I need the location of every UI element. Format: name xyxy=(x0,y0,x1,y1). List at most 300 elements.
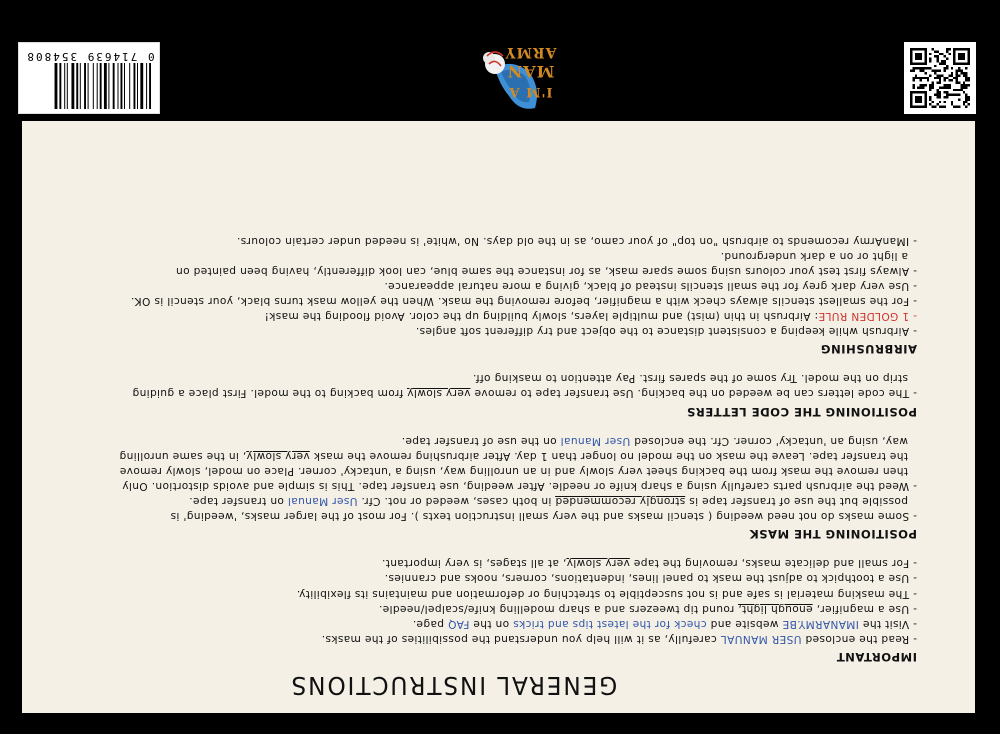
section-airbrushing xyxy=(68,233,917,357)
qr-module xyxy=(963,91,965,93)
mask-line-1: - Some masks do not need weeding ( stencil masks and the very small instruction texts ). For most of the larger masks, 'weeding' is xyxy=(170,510,917,523)
qr-module xyxy=(934,55,936,57)
qr-module xyxy=(936,103,938,105)
qr-module xyxy=(920,70,922,72)
qr-finder-module xyxy=(917,48,919,50)
qr-finder-module xyxy=(915,62,917,64)
qr-module xyxy=(936,55,938,57)
text: , in the same unrolling xyxy=(119,449,247,462)
qr-module xyxy=(944,106,946,108)
qr-module xyxy=(948,74,950,76)
qr-finder-module xyxy=(915,58,917,60)
text: possible but the use of transfer tape is xyxy=(685,495,908,508)
qr-module xyxy=(939,77,941,79)
barcode-bar xyxy=(129,63,130,109)
qr-finder-module xyxy=(917,96,919,98)
qr-module xyxy=(951,74,953,76)
qr-finder-module xyxy=(924,103,926,105)
qr-module xyxy=(944,96,946,98)
section-heading-positioning-mask: POSITIONING THE MASK xyxy=(749,527,917,542)
qr-module xyxy=(912,84,914,86)
airbrush-line-7: - IManArmy recomends to airbrush "on top" of your camo, as in the old days. No 'white' is needed under certain colours. xyxy=(236,234,917,247)
text: website and xyxy=(706,617,783,630)
qr-finder-module xyxy=(960,55,962,57)
qr-module xyxy=(956,82,958,84)
airbrush-line-3: - For the smallest stencils always check with a magnifier, before removing the mask. When the yellow mask turns black, your stencil is OK. xyxy=(130,295,917,308)
important-line-4: - The masking material is safe and is not susceptible to stretching or deformation and maintains its flexibility. xyxy=(296,587,917,600)
qr-module xyxy=(944,101,946,103)
qr-module xyxy=(932,70,934,72)
qr-finder-module xyxy=(920,101,922,103)
qr-module xyxy=(936,96,938,98)
qr-finder-module xyxy=(960,62,962,64)
underlined-text: very slowly xyxy=(566,557,630,570)
qr-module xyxy=(934,50,936,52)
qr-finder-module xyxy=(924,101,926,103)
text: in both cases, weeded or not. Cfr. xyxy=(357,495,556,508)
qr-module xyxy=(968,79,970,81)
code-line-2: strip on the model. Try some of the spares first. Pay attention to masking off. xyxy=(472,372,908,385)
text: - For small and delicate masks, removing the tape xyxy=(629,557,917,570)
qr-finder-module xyxy=(910,53,912,55)
qr-finder-module xyxy=(958,62,960,64)
qr-module xyxy=(965,106,967,108)
important-line-2 xyxy=(68,616,917,631)
qr-finder-module xyxy=(924,50,926,52)
qr-code-icon xyxy=(910,48,970,108)
mask-line-5 xyxy=(68,448,917,463)
qr-finder-module xyxy=(917,58,919,60)
text: way, using an 'untacky' corner. Cfr. the enclosed xyxy=(630,434,908,447)
qr-module xyxy=(932,86,934,88)
qr-finder-module xyxy=(910,50,912,52)
qr-finder-module xyxy=(915,101,917,103)
qr-module xyxy=(934,65,936,67)
barcode-bar xyxy=(146,63,147,109)
barcode-bar xyxy=(113,63,115,109)
qr-finder-module xyxy=(920,96,922,98)
qr-finder-module xyxy=(953,62,955,64)
qr-finder-module xyxy=(915,53,917,55)
qr-module xyxy=(968,96,970,98)
qr-module xyxy=(944,91,946,93)
qr-module xyxy=(956,94,958,96)
qr-finder-module xyxy=(917,98,919,100)
qr-module xyxy=(939,79,941,81)
qr-finder-module xyxy=(963,55,965,57)
barcode-bar xyxy=(80,63,81,109)
qr-module xyxy=(946,84,948,86)
qr-module xyxy=(922,77,924,79)
qr-module xyxy=(929,67,931,69)
qr-finder-module xyxy=(924,60,926,62)
qr-module xyxy=(912,86,914,88)
qr-module xyxy=(965,86,967,88)
qr-finder-module xyxy=(924,106,926,108)
qr-module xyxy=(944,86,946,88)
qr-finder-module xyxy=(910,96,912,98)
qr-module xyxy=(956,72,958,74)
barcode xyxy=(18,42,160,114)
website-link[interactable]: IMANARMY.BE xyxy=(782,617,859,630)
airbrush-line-6: a light or on a dark underground. xyxy=(720,249,908,262)
qr-module xyxy=(936,74,938,76)
qr-finder-module xyxy=(920,62,922,64)
mask-line-2 xyxy=(68,493,917,508)
qr-module xyxy=(951,79,953,81)
qr-finder-module xyxy=(953,58,955,60)
mask-line-6 xyxy=(68,433,917,448)
underlined-text: very slowly xyxy=(407,387,471,400)
text: round tip tweezers and a sharp modelling knife/scalpel/needle. xyxy=(378,602,739,615)
qr-module xyxy=(929,89,931,91)
qr-module xyxy=(946,67,948,69)
qr-module xyxy=(939,106,941,108)
qr-module xyxy=(948,94,950,96)
text: on the xyxy=(469,617,513,630)
qr-module xyxy=(960,89,962,91)
section-positioning-mask xyxy=(68,433,917,542)
qr-module xyxy=(920,79,922,81)
qr-finder-module xyxy=(924,58,926,60)
page-title: GENERAL INSTRUCTIONS xyxy=(289,671,618,700)
qr-module xyxy=(956,74,958,76)
qr-module xyxy=(924,72,926,74)
qr-module xyxy=(968,84,970,86)
qr-module xyxy=(934,72,936,74)
barcode-bar xyxy=(93,63,94,109)
qr-module xyxy=(929,96,931,98)
qr-module xyxy=(917,67,919,69)
qr-module xyxy=(934,70,936,72)
qr-finder-module xyxy=(910,101,912,103)
qr-finder-module xyxy=(924,98,926,100)
qr-module xyxy=(944,79,946,81)
qr-module xyxy=(929,103,931,105)
qr-finder-module xyxy=(960,58,962,60)
section-positioning-code xyxy=(68,370,917,418)
qr-module xyxy=(932,84,934,86)
qr-module xyxy=(941,60,943,62)
qr-finder-module xyxy=(968,60,970,62)
qr-finder-module xyxy=(963,58,965,60)
mask-line-3: - Weed the airbrush parts carefully using a sharp knife or needle. After weeding, use transfer tape. This is simple and avoids distortion. Only xyxy=(121,479,917,492)
qr-module xyxy=(958,89,960,91)
qr-module xyxy=(946,48,948,50)
text: carefully, as it will help you understand the possibilities of the masks. xyxy=(321,632,721,645)
qr-module xyxy=(956,106,958,108)
qr-module xyxy=(939,70,941,72)
barcode-bar xyxy=(140,63,143,109)
qr-module xyxy=(958,82,960,84)
qr-module xyxy=(939,96,941,98)
qr-module xyxy=(960,70,962,72)
qr-finder-module xyxy=(915,91,917,93)
underlined-text: enough light, xyxy=(738,602,813,615)
qr-finder-module xyxy=(922,91,924,93)
qr-finder-module xyxy=(910,60,912,62)
barcode-bar xyxy=(88,63,89,109)
qr-finder-module xyxy=(912,62,914,64)
instruction-card xyxy=(22,121,975,713)
underlined-text: very slowly xyxy=(246,449,310,462)
qr-finder-module xyxy=(958,53,960,55)
qr-module xyxy=(936,77,938,79)
barcode-bar xyxy=(121,63,123,109)
qr-finder-module xyxy=(915,55,917,57)
qr-module xyxy=(941,62,943,64)
qr-finder-module xyxy=(912,48,914,50)
qr-module xyxy=(956,79,958,81)
text: on transfer tape. xyxy=(188,495,288,508)
barcode-bar xyxy=(71,63,74,109)
qr-module xyxy=(963,72,965,74)
qr-module xyxy=(965,79,967,81)
barcode-bar xyxy=(84,63,86,109)
qr-module xyxy=(965,84,967,86)
qr-finder-module xyxy=(915,96,917,98)
qr-module xyxy=(965,72,967,74)
qr-module xyxy=(941,106,943,108)
qr-module xyxy=(951,72,953,74)
section-heading-airbrushing: AIRBRUSHING xyxy=(820,342,917,357)
qr-module xyxy=(956,70,958,72)
barcode-bar xyxy=(124,63,125,109)
qr-module xyxy=(968,103,970,105)
qr-module xyxy=(948,84,950,86)
qr-module xyxy=(960,84,962,86)
qr-finder-module xyxy=(960,53,962,55)
qr-finder-module xyxy=(917,106,919,108)
qr-module xyxy=(917,86,919,88)
qr-module xyxy=(922,67,924,69)
barcode-bar xyxy=(76,63,78,109)
qr-finder-module xyxy=(968,53,970,55)
underlined-text: strongly recommended xyxy=(555,495,686,508)
barcode-bar xyxy=(108,63,109,109)
qr-module xyxy=(944,60,946,62)
qr-finder-module xyxy=(968,50,970,52)
qr-module xyxy=(924,67,926,69)
barcode-bar xyxy=(97,63,98,109)
qr-module xyxy=(912,79,914,81)
qr-module xyxy=(944,70,946,72)
qr-finder-module xyxy=(920,98,922,100)
qr-finder-module xyxy=(917,62,919,64)
qr-module xyxy=(941,53,943,55)
qr-module xyxy=(946,94,948,96)
qr-finder-module xyxy=(924,96,926,98)
qr-finder-module xyxy=(915,98,917,100)
qr-module xyxy=(934,106,936,108)
qr-module xyxy=(951,94,953,96)
qr-module xyxy=(936,58,938,60)
qr-module xyxy=(924,77,926,79)
qr-module xyxy=(939,82,941,84)
qr-module xyxy=(922,86,924,88)
qr-finder-module xyxy=(958,58,960,60)
qr-finder-module xyxy=(910,91,912,93)
qr-finder-module xyxy=(956,48,958,50)
qr-module xyxy=(958,98,960,100)
qr-module xyxy=(948,79,950,81)
qr-finder-module xyxy=(912,106,914,108)
qr-module xyxy=(951,101,953,103)
qr-finder-module xyxy=(920,91,922,93)
code-line-1 xyxy=(68,385,917,400)
qr-finder-module xyxy=(968,62,970,64)
qr-finder-module xyxy=(917,55,919,57)
qr-finder-module xyxy=(924,53,926,55)
qr-module xyxy=(946,50,948,52)
qr-finder-module xyxy=(924,91,926,93)
qr-module xyxy=(920,67,922,69)
qr-module xyxy=(965,74,967,76)
qr-module xyxy=(932,101,934,103)
qr-module xyxy=(939,53,941,55)
qr-module xyxy=(910,70,912,72)
important-line-1 xyxy=(68,631,917,646)
text: from backing to the model. First place a guiding xyxy=(132,387,408,400)
text: - The code letters can be weeded on the backing. Use transfer tape to remove xyxy=(470,387,917,400)
airbrush-line-2 xyxy=(68,308,917,323)
barcode-bar xyxy=(64,63,65,109)
barcode-bar xyxy=(118,63,119,109)
qr-module xyxy=(944,77,946,79)
qr-module xyxy=(958,94,960,96)
barcode-bars xyxy=(29,63,151,109)
qr-module xyxy=(917,77,919,79)
qr-module xyxy=(944,62,946,64)
qr-finder-module xyxy=(968,58,970,60)
qr-finder-module xyxy=(922,62,924,64)
qr-finder-module xyxy=(920,58,922,60)
qr-finder-module xyxy=(963,53,965,55)
section-heading-important: IMPORTANT xyxy=(836,649,917,664)
user-manual-link[interactable]: User Manual xyxy=(560,434,631,447)
qr-module xyxy=(932,82,934,84)
qr-module xyxy=(946,77,948,79)
qr-module xyxy=(958,74,960,76)
section-important xyxy=(68,555,917,664)
qr-finder-module xyxy=(924,62,926,64)
qr-module xyxy=(920,86,922,88)
qr-finder-module xyxy=(960,48,962,50)
qr-module xyxy=(963,101,965,103)
qr-module xyxy=(965,77,967,79)
qr-finder-module xyxy=(910,94,912,96)
qr-finder-module xyxy=(915,48,917,50)
user-manual-link[interactable]: USER MANUAL xyxy=(720,632,802,645)
qr-module xyxy=(963,74,965,76)
qr-module xyxy=(922,70,924,72)
text: - Use a magnifier, xyxy=(812,602,917,615)
tips-link[interactable]: check for the latest tips and tricks xyxy=(512,617,707,630)
qr-module xyxy=(936,82,938,84)
qr-module xyxy=(915,74,917,76)
qr-finder-module xyxy=(910,48,912,50)
logo-line-man: MAN xyxy=(506,62,555,81)
qr-finder-module xyxy=(965,62,967,64)
qr-module xyxy=(932,48,934,50)
qr-module xyxy=(936,89,938,91)
user-manual-link[interactable]: User Manual xyxy=(287,495,358,508)
qr-module xyxy=(953,89,955,91)
qr-module xyxy=(968,98,970,100)
qr-finder-module xyxy=(924,55,926,57)
faq-link[interactable]: FAQ xyxy=(447,617,470,630)
qr-finder-module xyxy=(910,103,912,105)
qr-module xyxy=(939,86,941,88)
text: , at all stages, is very important. xyxy=(381,557,567,570)
qr-finder-module xyxy=(917,91,919,93)
qr-module xyxy=(939,62,941,64)
qr-module xyxy=(960,86,962,88)
qr-module xyxy=(944,55,946,57)
qr-module xyxy=(948,86,950,88)
golden-rule-label: - 1 GOLDEN RULE xyxy=(818,310,917,323)
qr-module xyxy=(941,74,943,76)
airbrush-line-1: - Airbrush while keeping a consistent distance to the object and try different soft angles. xyxy=(415,325,917,338)
qr-finder-module xyxy=(958,48,960,50)
qr-finder-module xyxy=(963,48,965,50)
qr-module xyxy=(924,84,926,86)
qr-module xyxy=(936,70,938,72)
qr-module xyxy=(936,91,938,93)
qr-finder-module xyxy=(920,48,922,50)
qr-module xyxy=(963,103,965,105)
qr-module xyxy=(963,84,965,86)
qr-module xyxy=(936,60,938,62)
barcode-bar xyxy=(149,63,151,109)
qr-finder-module xyxy=(953,48,955,50)
qr-module xyxy=(915,77,917,79)
qr-module xyxy=(965,67,967,69)
qr-module xyxy=(929,58,931,60)
qr-module xyxy=(963,82,965,84)
qr-module xyxy=(939,74,941,76)
qr-finder-module xyxy=(910,55,912,57)
qr-finder-module xyxy=(953,53,955,55)
qr-module xyxy=(934,77,936,79)
qr-finder-module xyxy=(953,60,955,62)
qr-module xyxy=(920,77,922,79)
qr-module xyxy=(963,86,965,88)
qr-finder-module xyxy=(924,48,926,50)
text: on the use of transfer tape. xyxy=(401,434,561,447)
qr-module xyxy=(920,84,922,86)
qr-finder-module xyxy=(910,98,912,100)
qr-module xyxy=(929,84,931,86)
qr-module xyxy=(944,84,946,86)
qr-code xyxy=(904,42,976,114)
qr-module xyxy=(946,65,948,67)
qr-module xyxy=(956,77,958,79)
qr-module xyxy=(946,91,948,93)
qr-finder-module xyxy=(956,62,958,64)
qr-finder-module xyxy=(922,106,924,108)
qr-module xyxy=(951,103,953,105)
qr-module xyxy=(956,89,958,91)
brand-logo xyxy=(477,38,584,114)
text: : Airbrush in thin (mist) and multiple layers, slowly building up the color. Avoid flooding the mask! xyxy=(264,310,819,323)
qr-module xyxy=(958,70,960,72)
qr-module xyxy=(960,72,962,74)
qr-finder-module xyxy=(920,53,922,55)
qr-module xyxy=(953,77,955,79)
qr-finder-module xyxy=(953,55,955,57)
qr-finder-module xyxy=(912,91,914,93)
